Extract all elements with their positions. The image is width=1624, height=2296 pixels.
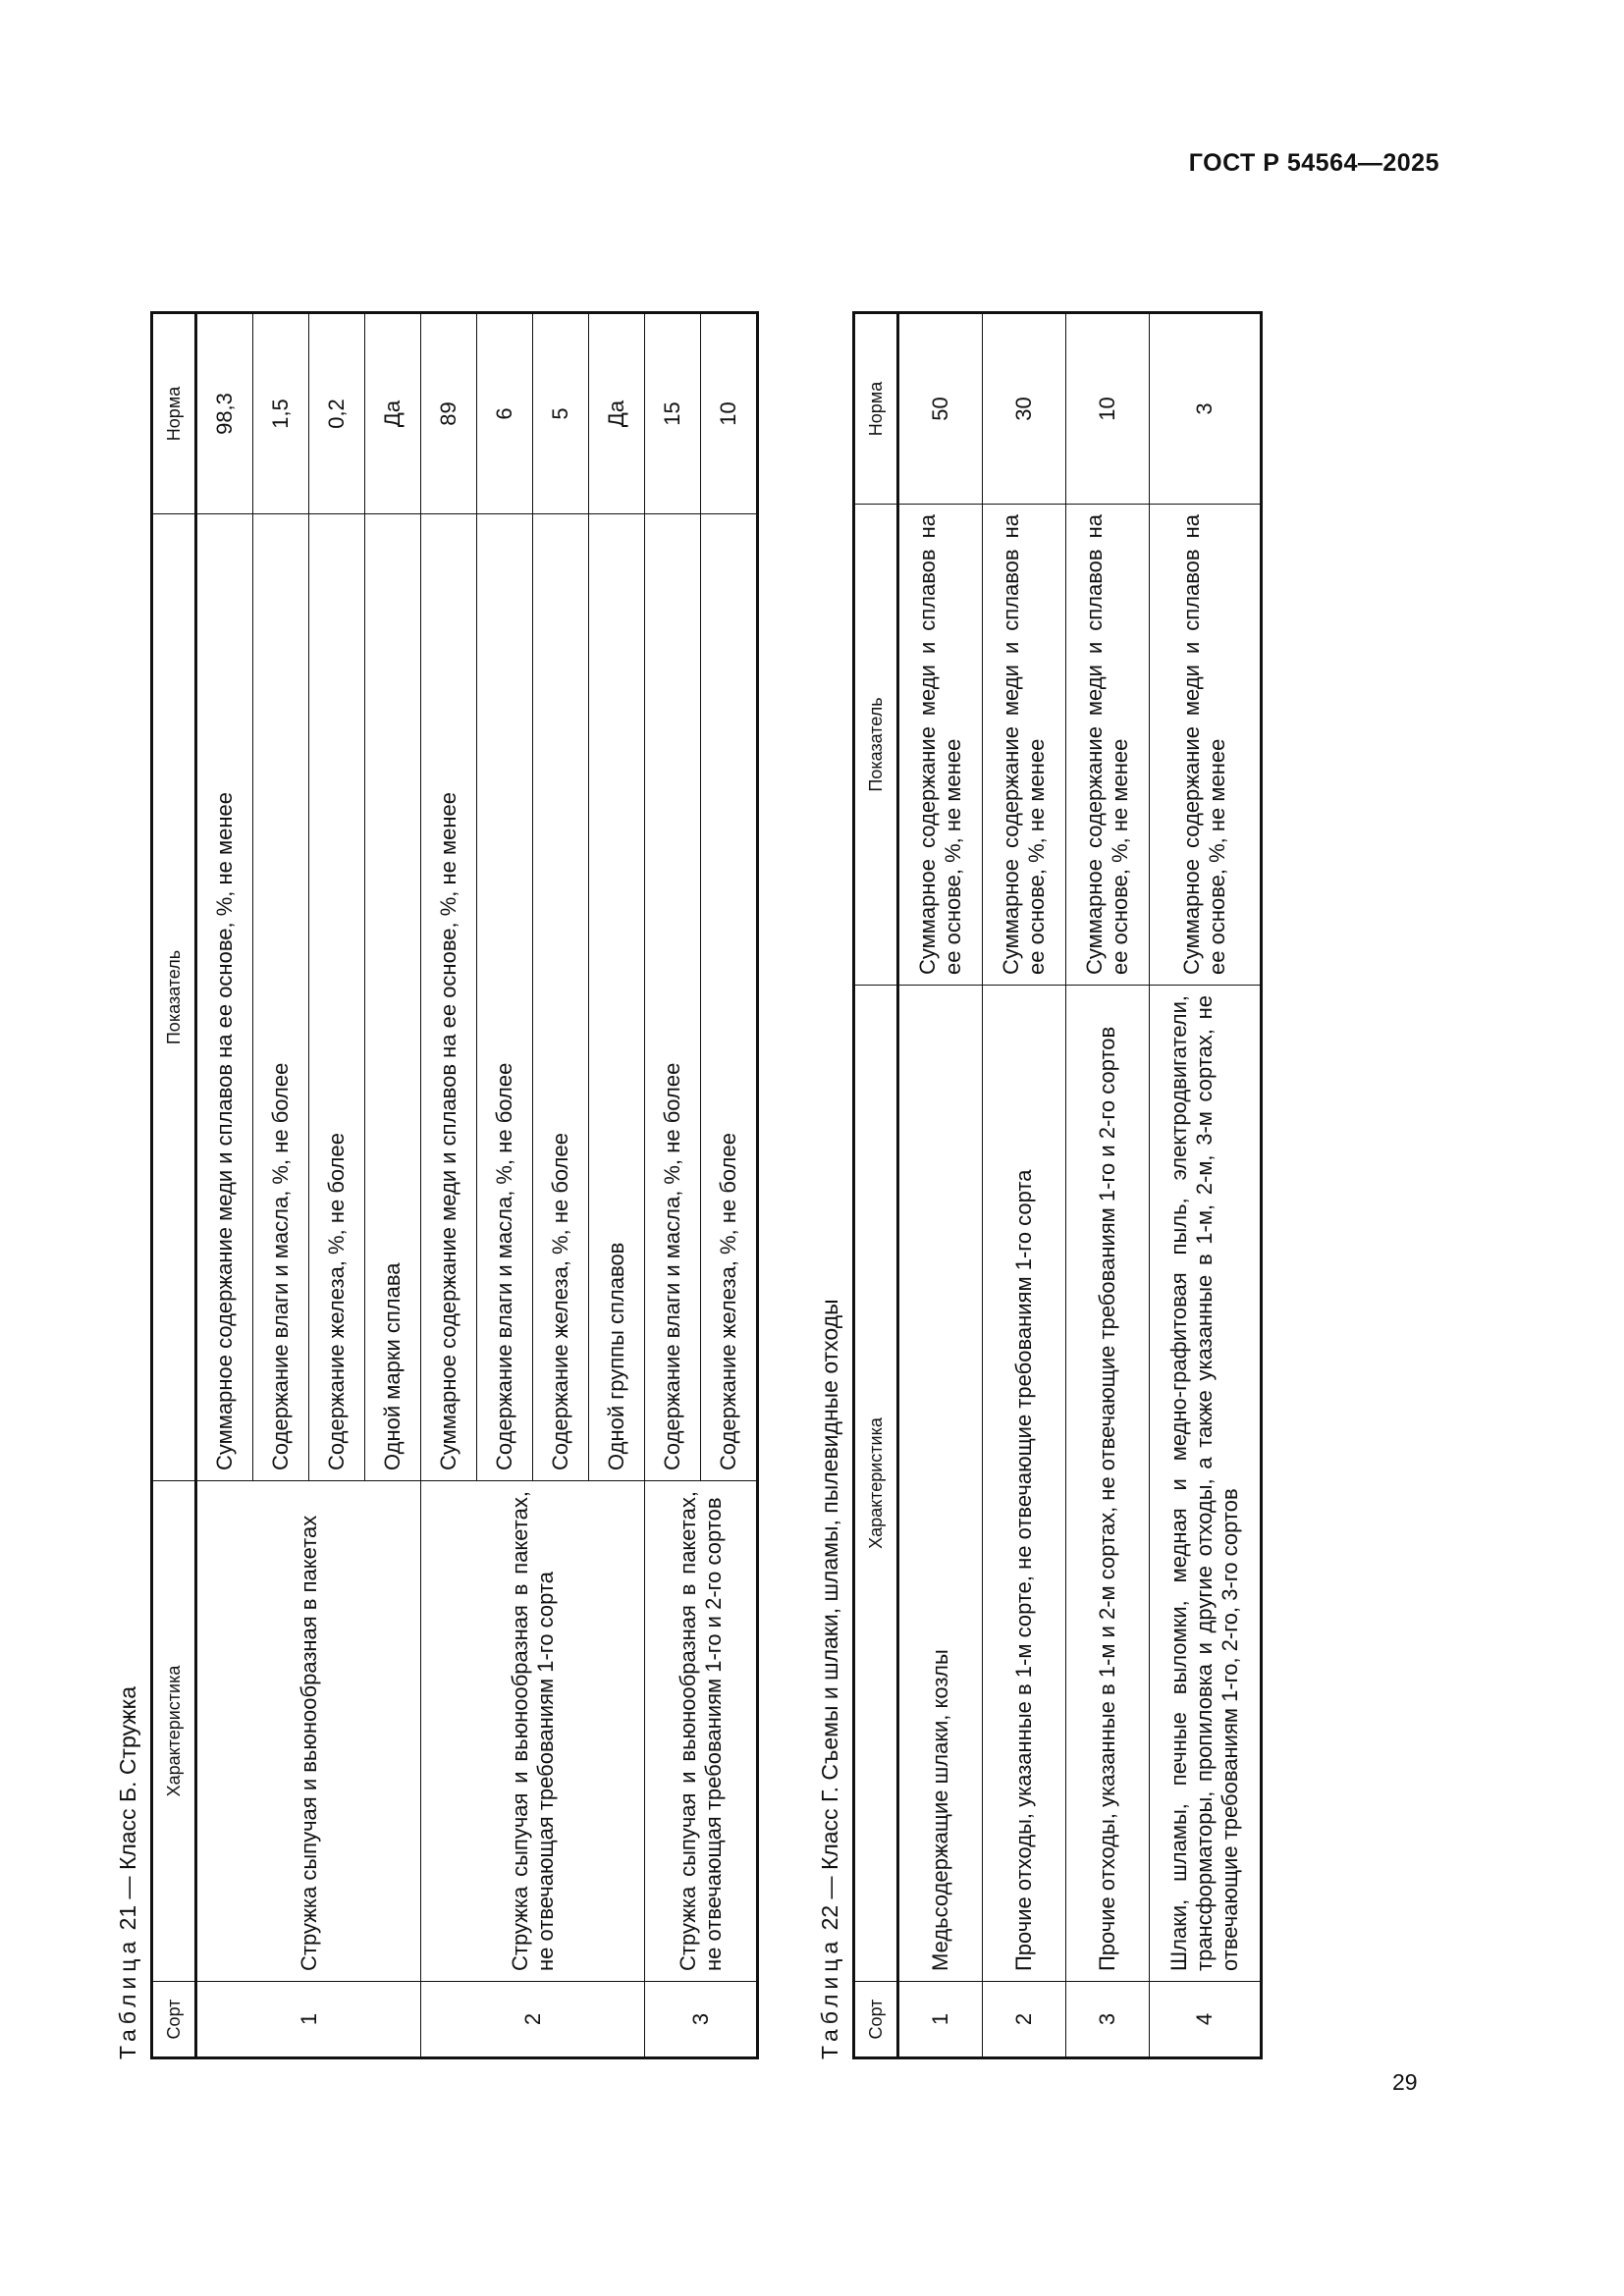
characteristic-cell: Стружка сыпучая и вьюнообразная в пакетах [196,1481,421,1982]
norm-cell: 5 [533,313,589,514]
header-grade: Сорт [152,1982,196,2058]
table-header-row [854,313,898,2058]
table-21-caption [113,214,150,2059]
norm-cell: 0,2 [309,313,365,514]
norm-cell: 3 [1150,313,1262,505]
table-row [898,313,983,2058]
characteristic-cell: Прочие отходы, указанные в 1-м сорте, не отвечающие требованиям 1-го сорта [983,986,1066,1982]
indicator-cell: Суммарное содержание меди и сплавов на ее основе, %, не менее [421,514,477,1481]
grade-cell: 1 [196,1982,421,2058]
characteristic-cell: Стружка сыпучая и вьюнообразная в пакетах, не отвечающая требованиям 1-го сорта [421,1481,645,1982]
norm-cell: 30 [983,313,1066,505]
table-row [645,313,701,2058]
indicator-cell: Суммарное содержание меди и сплавов на ее основе, %, не менее [898,505,983,986]
header-grade: Сорт [854,1982,898,2058]
caption-word: Таблица [115,1936,140,2059]
indicator-cell: Одной марки сплава [365,514,421,1481]
norm-cell: 50 [898,313,983,505]
header-indicator: Показатель [152,514,196,1481]
table-22-block [815,214,1263,2059]
indicator-cell: Суммарное содержание меди и сплавов на ее основе, %, не менее [1150,505,1262,986]
table-row [196,313,253,2058]
header-norm: Норма [152,313,196,514]
table-21-block [113,214,759,2059]
indicator-cell: Содержание влаги и масла, %, не более [253,514,309,1481]
norm-cell: 89 [421,313,477,514]
norm-cell: 15 [645,313,701,514]
caption-text: 22 — Класс Г. Съемы и шлаки, шламы, пылевидные отходы [817,1299,842,1937]
table-row [1066,313,1150,2058]
indicator-cell: Содержание железа, %, не более [533,514,589,1481]
table-row [1150,313,1262,2058]
indicator-cell: Суммарное содержание меди и сплавов на ее основе, %, не менее [196,514,253,1481]
norm-cell: 6 [477,313,533,514]
table-row [421,313,477,2058]
norm-cell: 1,5 [253,313,309,514]
characteristic-cell: Прочие отходы, указанные в 1-м и 2-м сортах, не отвечающие требованиям 1-го и 2-го сортов [1066,986,1150,1982]
table-22-caption [815,214,852,2059]
table-21 [150,311,759,2059]
caption-text: 21 — Класс Б. Стружка [115,1686,140,1937]
characteristic-cell: Медьсодержащие шлаки, козлы [898,986,983,1982]
indicator-cell: Суммарное содержание меди и сплавов на ее основе, %, не менее [983,505,1066,986]
caption-word: Таблица [817,1936,842,2059]
norm-cell: 10 [701,313,758,514]
header-characteristic: Характеристика [152,1481,196,1982]
header-indicator: Показатель [854,505,898,986]
grade-cell: 3 [1066,1982,1150,2058]
norm-cell: 98,3 [196,313,253,514]
norm-cell: 10 [1066,313,1150,505]
grade-cell: 2 [421,1982,645,2058]
grade-cell: 4 [1150,1982,1262,2058]
indicator-cell: Содержание влаги и масла, %, не более [645,514,701,1481]
characteristic-cell: Стружка сыпучая и вьюнообразная в пакетах, не отвечающая требованиям 1-го и 2-го сортов [645,1481,758,1982]
grade-cell: 3 [645,1982,758,2058]
indicator-cell: Суммарное содержание меди и сплавов на ее основе, %, не менее [1066,505,1150,986]
table-22 [852,311,1263,2059]
norm-cell: Да [589,313,645,514]
header-characteristic: Характеристика [854,986,898,1982]
grade-cell: 2 [983,1982,1066,2058]
header-norm: Норма [854,313,898,505]
table-header-row [152,313,196,2058]
indicator-cell: Содержание влаги и масла, %, не более [477,514,533,1481]
indicator-cell: Одной группы сплавов [589,514,645,1481]
table-row [983,313,1066,2058]
grade-cell: 1 [898,1982,983,2058]
page-number: 29 [1392,2069,1418,2095]
indicator-cell: Содержание железа, %, не более [309,514,365,1481]
document-id: ГОСТ Р 54564—2025 [1188,149,1439,177]
indicator-cell: Содержание железа, %, не более [701,514,758,1481]
characteristic-cell: Шлаки, шламы, печные выломки, медная и медно-графитовая пыль, электродвигатели, трансформаторы, пропиловка и другие отходы, а также указанные в 1-м, 2-м, 3-м сортах, не отвечающие требованиям 1-го, 2-го, 3-го сортов [1150,986,1262,1982]
norm-cell: Да [365,313,421,514]
